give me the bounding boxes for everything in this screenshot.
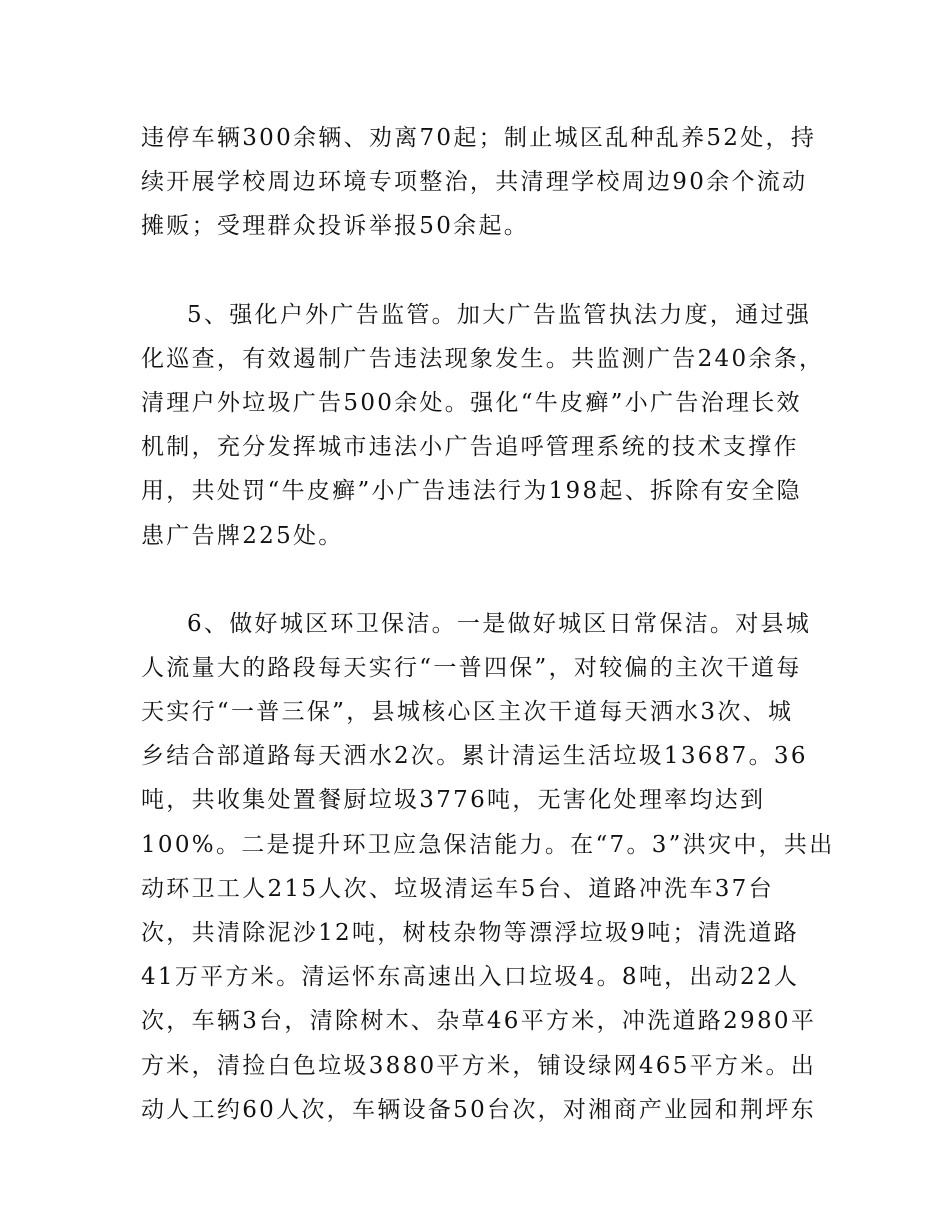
text-line: 摊贩；受理群众投诉举报50余起。	[141, 213, 530, 240]
text-line: 人流量大的路段每天实行“一普四保”，对较偏的主次干道每	[141, 654, 802, 681]
paragraph-item-6	[141, 602, 835, 1132]
document-body	[141, 116, 835, 1132]
text-line: 6、做好城区环卫保洁。一是做好城区日常保洁。对县城	[187, 610, 812, 637]
text-line: 吨，共收集处置餐厨垃圾3776吨，无害化处理率均达到	[141, 787, 766, 814]
paragraph-item-5	[141, 293, 825, 558]
paragraph-gap	[141, 558, 809, 602]
text-line: 续开展学校周边环境专项整治，共清理学校周边90余个流动	[141, 169, 808, 196]
paragraph-gap	[141, 249, 809, 293]
text-line: 动环卫工人215人次、垃圾清运车5台、道路冲洗车37台	[141, 875, 774, 902]
text-line: 清理户外垃圾广告500余处。强化“牛皮癣”小广告治理长效	[141, 389, 802, 416]
text-line: 乡结合部道路每天洒水2次。累计清运生活垃圾13687。36	[141, 743, 808, 770]
text-line: 100%。二是提升环卫应急保洁能力。在“7。3”洪灾中，共出	[141, 831, 835, 858]
paragraph-continuation	[141, 116, 817, 249]
text-line: 5、强化户外广告监管。加大广告监管执法力度，通过强	[187, 301, 812, 328]
text-line: 违停车辆300余辆、劝离70起；制止城区乱种乱养52处，持	[141, 125, 817, 151]
text-line: 患广告牌225处。	[141, 522, 344, 549]
text-line: 次，共清除泥沙12吨，树枝杂物等漂浮垃圾9吨；清洗道路	[141, 920, 799, 946]
text-line: 41万平方米。清运怀东高速出入口垃圾4。8吨，出动22人	[141, 964, 800, 991]
text-line: 化巡查，有效遏制广告违法现象发生。共监测广告240余条，	[141, 345, 825, 372]
text-line: 天实行“一普三保”，县城核心区主次干道每天洒水3次、城	[141, 699, 794, 726]
text-line: 方米，清捡白色垃圾3880平方米，铺设绿网465平方米。出	[141, 1052, 817, 1079]
text-line: 次，车辆3台，清除树木、杂草46平方米，冲洗道路2980平	[141, 1008, 817, 1035]
text-line: 用，共处罚“牛皮癣”小广告违法行为198起、拆除有安全隐	[141, 478, 802, 505]
text-line: 机制，充分发挥城市违法小广告追呼管理系统的技术支撑作	[141, 434, 799, 461]
text-line: 动人工约60人次，车辆设备50台次，对湘商产业园和荆坪东	[141, 1096, 816, 1123]
